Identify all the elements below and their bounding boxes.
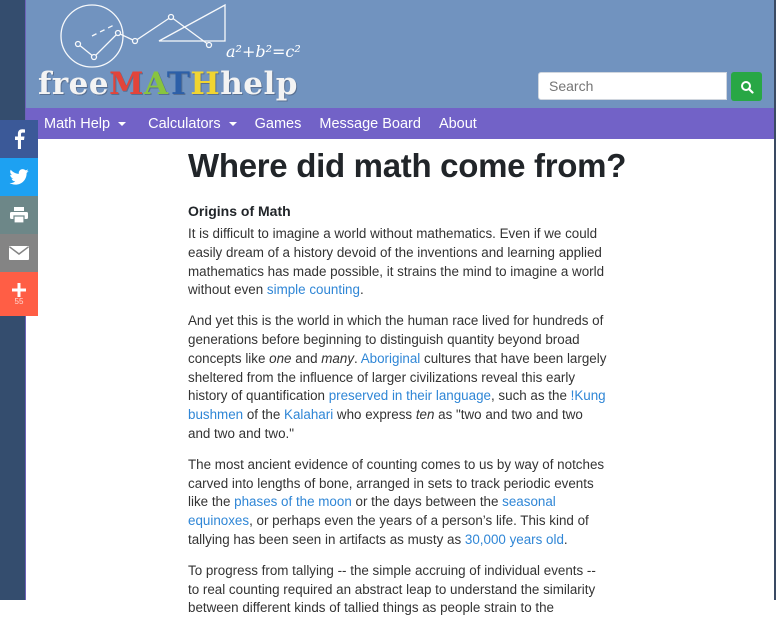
paragraph xyxy=(188,312,608,444)
paragraph xyxy=(188,456,608,550)
search-button[interactable] xyxy=(731,72,762,101)
nav-message-board-label: Message Board xyxy=(319,115,421,132)
logo-a: A xyxy=(143,66,167,102)
logo-formula: a²+b²=c² xyxy=(226,42,301,61)
text: . xyxy=(563,531,568,547)
text: The most ancient evidence of counting comes to us by way of notches carved into lengths of bone, arranged in sets to track periodic events like the xyxy=(188,456,605,510)
text: . xyxy=(359,282,364,298)
link-kalahari[interactable]: Kalahari xyxy=(284,407,334,423)
paragraph: To progress from tallying -- the simple accruing of individual events -- to real counting required an abstract leap to understand the similarity between different kinds of tallied things as people strain to the xyxy=(188,562,596,616)
more-share-button[interactable] xyxy=(0,272,38,316)
nav-games-label: Games xyxy=(254,115,302,132)
main-nav xyxy=(26,108,774,139)
text: . xyxy=(354,350,361,366)
email-icon xyxy=(9,246,29,260)
page xyxy=(25,0,774,616)
page-title: Where did math come from? xyxy=(188,147,627,184)
plus-icon xyxy=(12,283,26,297)
logo-m: M xyxy=(109,66,144,102)
logo-h: H xyxy=(190,66,221,102)
logo-wordmark xyxy=(38,66,298,102)
email-share-button[interactable] xyxy=(0,234,38,272)
nav-calculators[interactable] xyxy=(148,116,237,132)
nav-calculators-label: Calculators xyxy=(148,115,221,132)
caret-down-icon xyxy=(118,122,126,126)
site-header xyxy=(26,0,774,108)
site-logo[interactable] xyxy=(34,0,314,108)
text: as "two and two and two and two and two." xyxy=(188,407,583,441)
paragraph xyxy=(188,225,608,300)
link-preserved-language[interactable]: preserved in their language xyxy=(328,388,491,404)
article xyxy=(188,140,627,618)
text: And yet this is the world in which the human race lived for hundreds of generations before beginning to distinguish quantity beyond broad concepts like xyxy=(188,313,604,366)
search-icon xyxy=(740,80,754,94)
link-kung-bushmen[interactable]: !Kung bushmen xyxy=(188,388,606,423)
emphasis: ten xyxy=(415,407,435,423)
nav-message-board[interactable] xyxy=(319,116,421,132)
logo-free: free xyxy=(38,66,110,102)
link-seasonal-equinoxes[interactable]: seasonal equinoxes xyxy=(188,494,556,529)
caret-down-icon xyxy=(229,122,237,126)
share-count: 55 xyxy=(14,296,24,306)
nav-math-help-label: Math Help xyxy=(44,115,111,132)
text: It is difficult to imagine a world without mathematics. Even if we could easily dream of a history devoid of the inventions and learning applied mathematics has made possible, it strains the mind to imagine a world without even xyxy=(188,226,605,298)
facebook-icon xyxy=(12,129,26,149)
link-simple-counting[interactable]: simple counting xyxy=(266,282,360,298)
twitter-share-button[interactable] xyxy=(0,158,38,196)
text: who express xyxy=(333,407,416,423)
facebook-share-button[interactable] xyxy=(0,120,38,158)
link-aboriginal[interactable]: Aboriginal xyxy=(360,350,421,366)
logo-help: help xyxy=(220,66,298,102)
text: or the days between the xyxy=(351,494,503,510)
nav-games[interactable] xyxy=(255,116,302,132)
logo-t: T xyxy=(166,66,191,102)
section-title: Origins of Math xyxy=(188,203,291,219)
nav-math-help[interactable] xyxy=(44,116,126,132)
text: , such as the xyxy=(490,388,571,404)
twitter-icon xyxy=(9,169,29,185)
print-button[interactable] xyxy=(0,196,38,234)
share-bar xyxy=(0,120,38,316)
link-phases-of-moon[interactable]: phases of the moon xyxy=(234,494,352,510)
search-input[interactable] xyxy=(538,72,727,100)
link-30000-years-old[interactable]: 30,000 years old xyxy=(464,531,564,547)
emphasis: one xyxy=(269,350,292,366)
text: cultures that have been largely sheltered from the influence of larger civilizations reveal this early history of quantification xyxy=(188,350,607,404)
print-icon xyxy=(10,207,28,223)
text: of the xyxy=(243,407,285,423)
emphasis: many xyxy=(321,350,355,366)
text: , or perhaps even the years of a person’s life. This kind of tallying has been seen in artifacts as musty as xyxy=(188,513,589,547)
text: and xyxy=(291,350,322,366)
nav-about[interactable] xyxy=(439,116,477,132)
nav-about-label: About xyxy=(438,115,477,132)
